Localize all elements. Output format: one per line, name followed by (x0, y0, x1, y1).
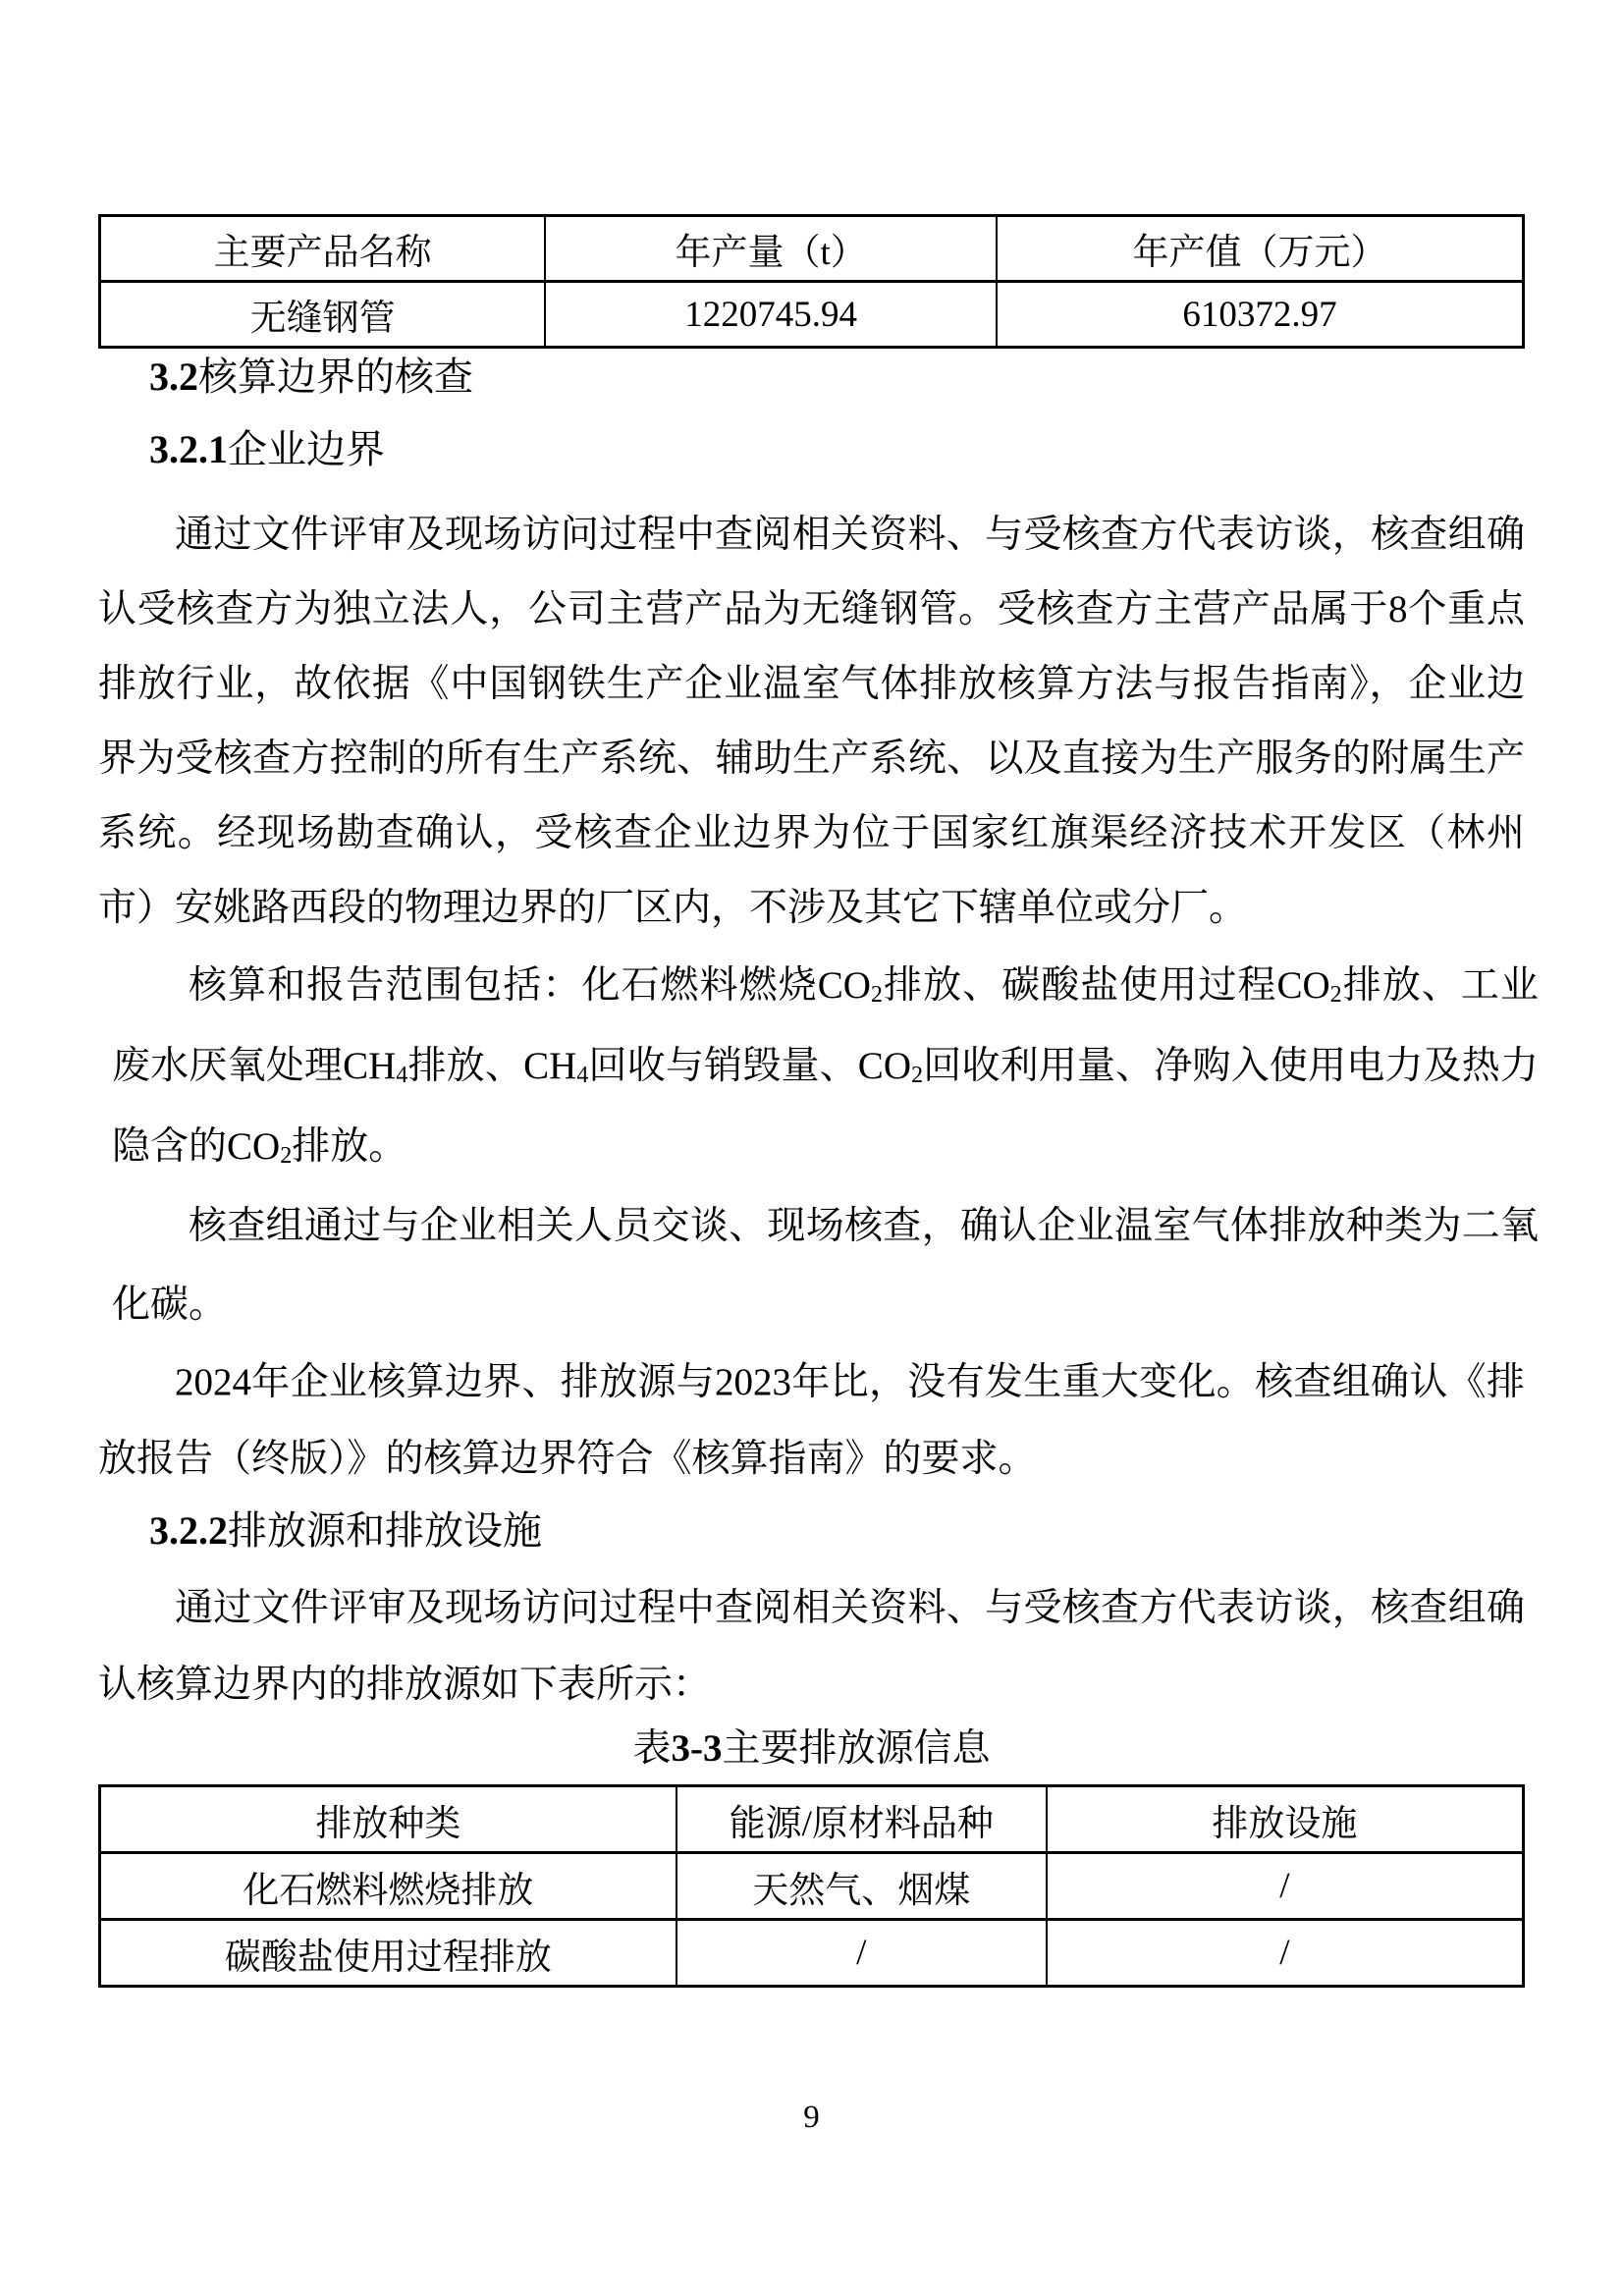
emission-facility-cell: / (1047, 1920, 1524, 1987)
section-title: 排放源和排放设施 (228, 1508, 542, 1553)
emission-table-caption (98, 1723, 1525, 1775)
paragraph-boundary-change: 2024年企业核算边界、排放源与2023年比，没有发生重大变化。核查组确认《排放报告（终版）》的核算边界符合《核算指南》的要求。 (98, 1361, 1525, 1480)
section-heading-3-2-1 (98, 426, 1525, 473)
product-table-header-row (100, 216, 1524, 282)
section-heading-3-2-2 (98, 1507, 1525, 1555)
product-table (98, 214, 1525, 349)
section-title: 核算边界的核查 (198, 355, 473, 399)
annual-output-cell: 1220745.94 (545, 282, 997, 348)
caption-number: 3-3 (671, 1727, 723, 1770)
emission-table-row-carbonate (100, 1920, 1524, 1987)
section-number: 3.2 (149, 355, 198, 399)
paragraph-ghg-type: 核查组通过与企业相关人员交谈、现场核查，确认企业温室气体排放种类为二氧化碳。 (112, 1205, 1539, 1326)
emission-table-row-fossil (100, 1853, 1524, 1920)
paragraph-enterprise-boundary: 通过文件评审及现场访问过程中查阅相关资料、与受核查方代表访谈，核查组确认受核查方为独立法人，公司主营产品为无缝钢管。受核查方主营产品属于8个重点排放行业，故依据《中国钢铁生产企业温室气体排放核算方法与报告指南》，企业边界为受核查方控制的所有生产系统、辅助生产系统、以及直接为生产服务的附属生产系统。经现场勘查确认，受核查企业边界为位于国家红旗渠经济技术开发区（林州市）安姚路西段的物理边界的厂区内，不涉及其它下辖单位或分厂。 (98, 514, 1525, 929)
emission-source-table (98, 1784, 1525, 1988)
emission-material-cell: / (676, 1920, 1047, 1987)
section-heading-3-2 (98, 354, 1525, 401)
emission-facility-cell: / (1047, 1853, 1524, 1920)
section-number: 3.2.1 (149, 427, 228, 471)
emission-table-header-facility: 排放设施 (1047, 1786, 1524, 1853)
emission-type-cell: 碳酸盐使用过程排放 (100, 1920, 676, 1987)
section-title: 企业边界 (228, 427, 385, 471)
emission-material-cell: 天然气、烟煤 (676, 1853, 1047, 1920)
caption-prefix: 表 (632, 1727, 672, 1770)
product-table-header-name: 主要产品名称 (100, 216, 546, 282)
section-number: 3.2.2 (149, 1508, 228, 1553)
emission-table-header-material: 能源/原材料品种 (676, 1786, 1047, 1853)
caption-title: 主要排放源信息 (722, 1727, 991, 1770)
product-table-header-output: 年产量（t） (545, 216, 997, 282)
paragraph-accounting-scope: 核算和报告范围包括：化石燃料燃烧$CO_2$排放、碳酸盐使用过程$CO_2$排放、工业废水厌氧处理$CH_4$排放、$CH_4$回收与销毁量、$CO_2$回收利用量、净购入使用电力及热力隐含的$CO_2$排放。 (112, 964, 1539, 1170)
paragraph-emission-source-intro: 通过文件评审及现场访问过程中查阅相关资料、与受核查方代表访谈，核查组确认核算边界内的排放源如下表所示： (98, 1587, 1525, 1706)
emission-type-cell: 化石燃料燃烧排放 (100, 1853, 676, 1920)
product-name-cell: 无缝钢管 (100, 282, 546, 348)
annual-value-cell: 610372.97 (997, 282, 1524, 348)
product-table-row (100, 282, 1524, 348)
page-number: 9 (803, 2100, 820, 2135)
emission-table-header-row (100, 1786, 1524, 1853)
product-table-header-value: 年产值（万元） (997, 216, 1524, 282)
emission-table-header-type: 排放种类 (100, 1786, 676, 1853)
